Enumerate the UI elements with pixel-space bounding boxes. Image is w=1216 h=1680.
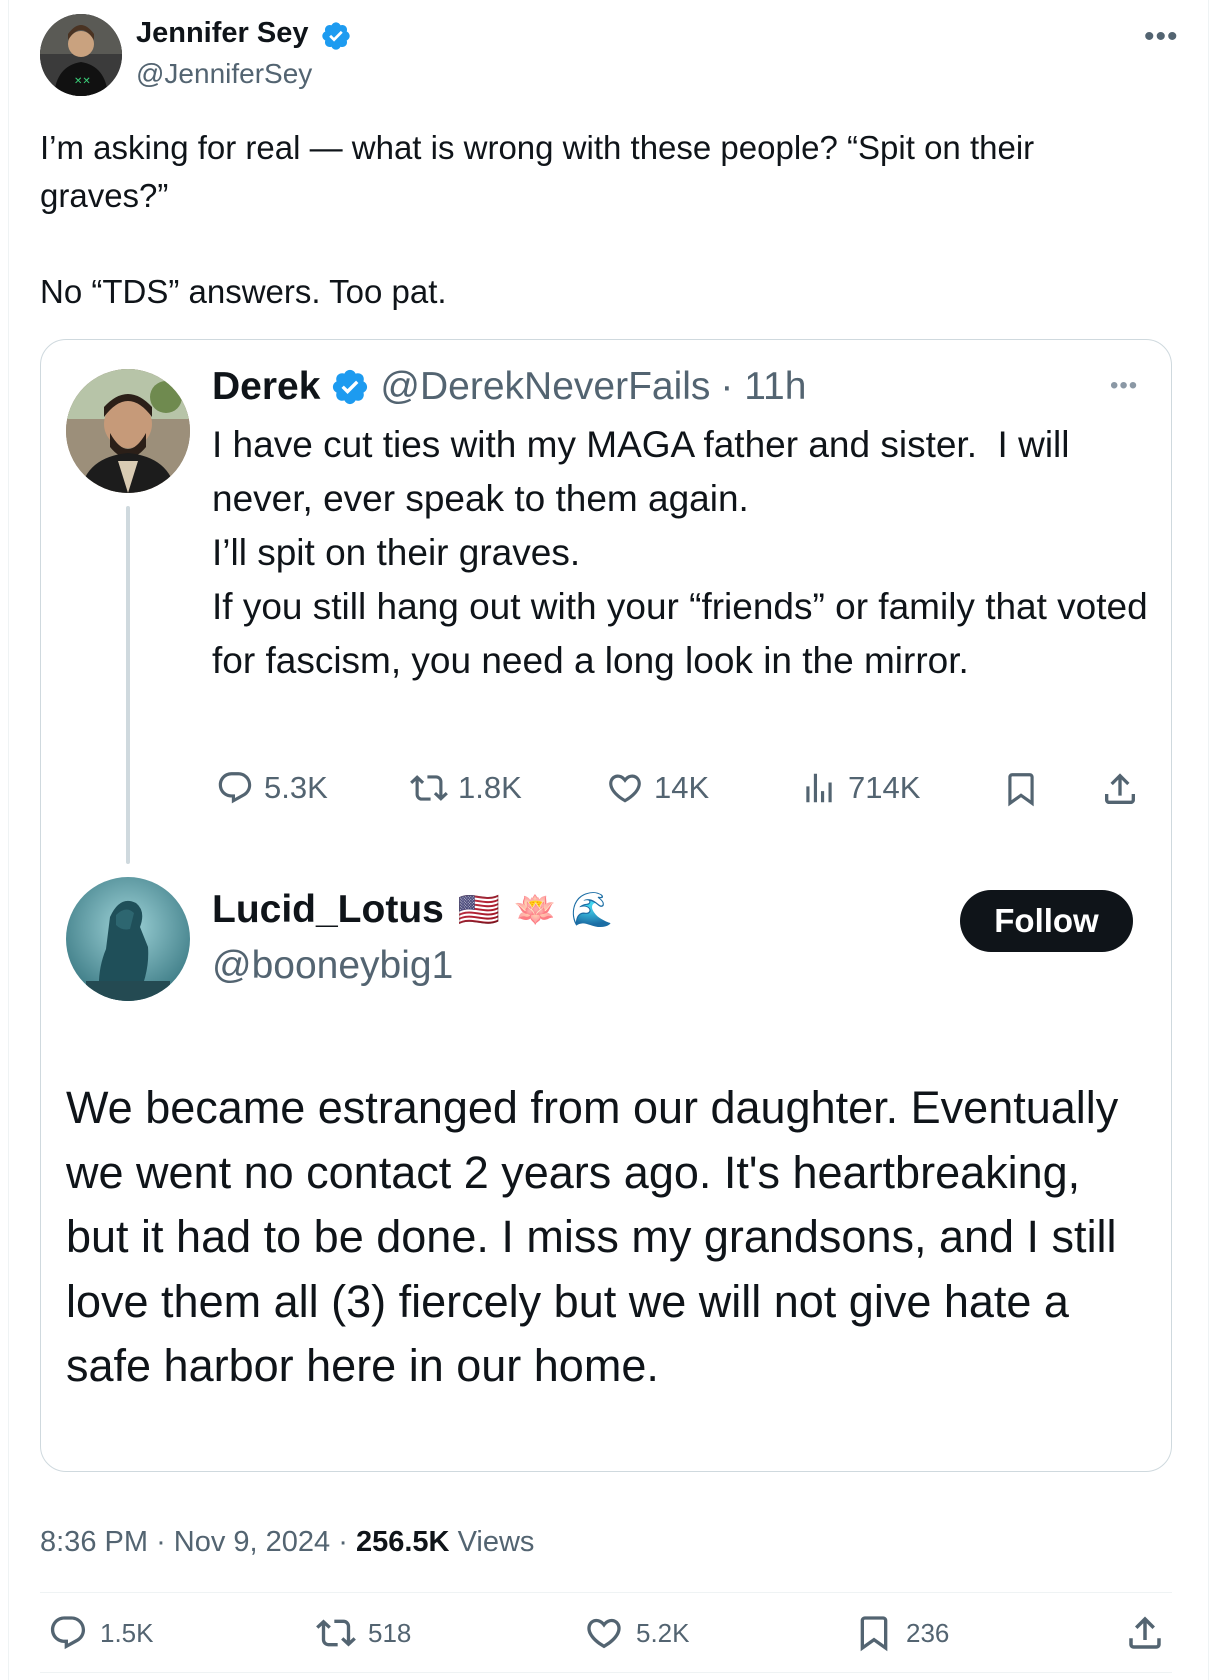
author-avatar[interactable] — [40, 14, 122, 96]
left-frame-border — [8, 0, 9, 1680]
derek-avatar[interactable] — [66, 369, 190, 493]
bookmark-count: 236 — [906, 1617, 950, 1648]
heart-icon — [606, 769, 644, 807]
quoted-tweet-header — [212, 365, 806, 409]
reply-author-handle[interactable]: @booneybig1 — [212, 944, 454, 987]
views-label: Views — [457, 1526, 535, 1558]
quoted-author-name[interactable]: Derek — [212, 365, 321, 408]
repost-button[interactable] — [316, 1613, 411, 1653]
author-name[interactable]: Jennifer Sey — [136, 17, 309, 49]
quoted-more-icon[interactable]: ••• — [1110, 372, 1139, 399]
quoted-reply-count: 5.3K — [264, 770, 328, 805]
author-handle[interactable]: @JenniferSey — [136, 58, 313, 89]
quoted-repost-count: 1.8K — [458, 770, 522, 805]
bookmark-button[interactable] — [854, 1613, 949, 1653]
verified-badge-icon — [320, 20, 352, 52]
quoted-bookmark-icon[interactable] — [1002, 770, 1040, 813]
views-count: 256.5K — [355, 1526, 450, 1558]
meta-separator: · — [338, 1526, 348, 1558]
reply-icon — [216, 769, 254, 807]
quoted-share-icon[interactable] — [1100, 769, 1140, 814]
follow-button[interactable]: Follow — [960, 890, 1133, 952]
meta-separator: · — [156, 1526, 166, 1558]
reply-button[interactable] — [48, 1613, 154, 1653]
repost-icon — [316, 1613, 356, 1653]
svg-text:✕✕: ✕✕ — [74, 76, 91, 87]
reply-text: We became estranged from our daughter. Eventually we went no contact 2 years ago. It's heartbreaking, but it had to be done. I miss my grandsons, and I still love them all (3) fiercely but we will not give hate a safe harbor here in our home. — [66, 1082, 1119, 1391]
like-button[interactable] — [584, 1613, 690, 1653]
quoted-tweet-text — [212, 418, 1162, 688]
quoted-text-body: I have cut ties with my MAGA father and sister. I will never, ever speak to them again. I’ll spit on their graves. If you still hang out with your “friends” or family that voted for fascism, you need a long look in the mirror. — [212, 424, 1148, 681]
right-frame-border — [1208, 0, 1209, 1680]
quoted-views-button[interactable] — [800, 769, 920, 807]
reply-icon — [48, 1613, 88, 1653]
more-horizontal-icon[interactable]: ••• — [1144, 20, 1179, 53]
verified-badge-icon — [330, 367, 370, 407]
like-count: 5.2K — [636, 1617, 690, 1648]
quoted-like-count: 14K — [654, 770, 710, 805]
tweet-meta — [40, 1526, 534, 1559]
views-chart-icon — [800, 769, 838, 807]
heart-icon — [584, 1613, 624, 1653]
tweet-date[interactable]: Nov 9, 2024 — [173, 1526, 331, 1558]
lotus-icon: 🪷 — [514, 891, 557, 929]
quoted-repost-button[interactable] — [410, 769, 522, 807]
tweet-text: I’m asking for real — what is wrong with these people? “Spit on their graves?” No “TDS” answers. Too pat. — [40, 129, 1035, 310]
us-flag-icon: 🇺🇸 — [457, 891, 501, 929]
tweet-time[interactable]: 8:36 PM — [40, 1526, 148, 1558]
quoted-like-button[interactable] — [606, 769, 709, 807]
quoted-reply-button[interactable] — [216, 769, 328, 807]
wave-icon: 🌊 — [570, 891, 613, 929]
divider — [40, 1592, 1172, 1593]
quoted-author-handle[interactable]: @DerekNeverFails — [380, 365, 711, 408]
reply-author-name[interactable]: Lucid_Lotus — [212, 888, 444, 931]
bookmark-icon — [854, 1613, 894, 1653]
reply-header — [212, 888, 613, 932]
thread-connector-line — [126, 506, 130, 864]
repost-count: 518 — [368, 1617, 412, 1648]
quoted-views-count: 714K — [848, 770, 921, 805]
share-icon[interactable] — [1124, 1612, 1166, 1659]
lucid-lotus-avatar[interactable] — [66, 877, 190, 1001]
repost-icon — [410, 769, 448, 807]
quoted-tweet-time[interactable]: · 11h — [720, 365, 807, 408]
reply-count: 1.5K — [100, 1617, 154, 1648]
divider — [40, 1672, 1172, 1673]
